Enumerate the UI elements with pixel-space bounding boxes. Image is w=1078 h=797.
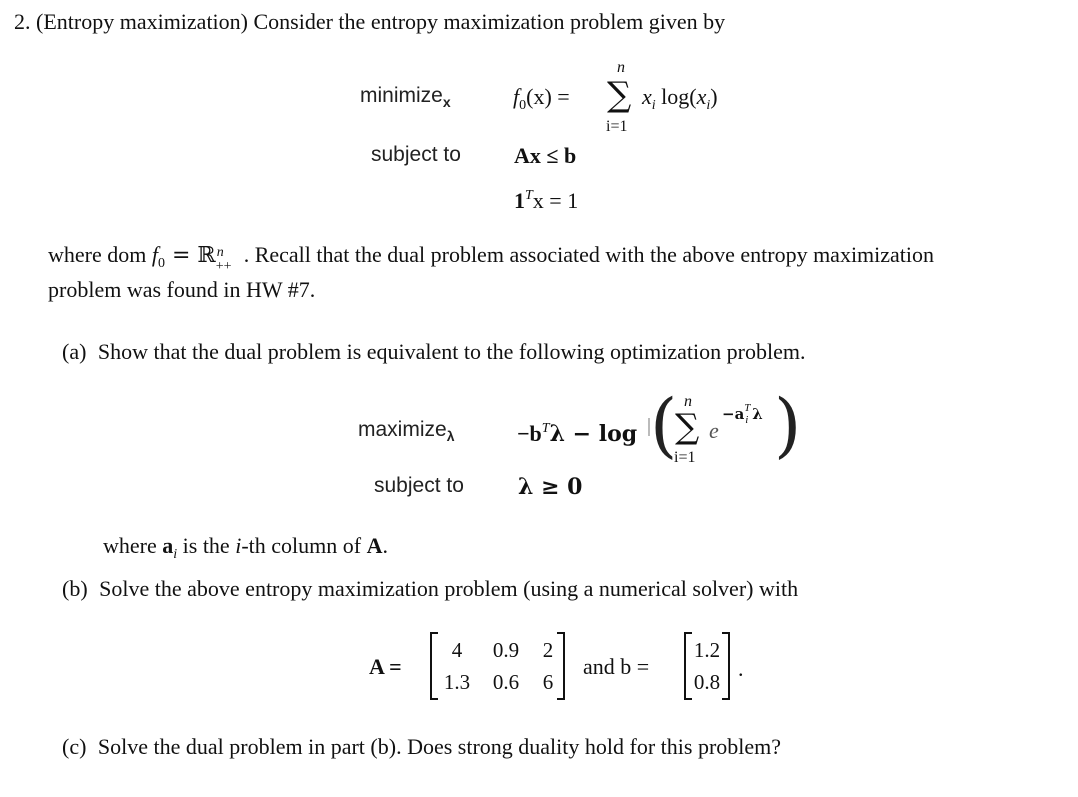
- domain-line-2: problem was found in HW #7.: [48, 277, 316, 302]
- column-a: a: [162, 533, 174, 558]
- primal-constraint-1: Ax ≤ b: [514, 143, 577, 168]
- domain-f-sub: 0: [157, 256, 165, 271]
- matrix-A: [430, 632, 565, 700]
- exp-base: e: [709, 418, 719, 443]
- dual-exp-sup: [722, 402, 763, 426]
- domain-f: f: [151, 242, 158, 267]
- domain-scripts: [215, 245, 244, 274]
- maximize-text: maximize: [358, 418, 447, 441]
- transpose-sup: T: [525, 188, 533, 203]
- vector-b: [684, 632, 730, 700]
- exp-sub-i: i: [745, 414, 749, 426]
- f-sub: 0: [519, 98, 527, 113]
- minimize-label: [360, 84, 451, 110]
- exp-transpose: T: [744, 402, 751, 414]
- dual-obj-mid: λ − log: [549, 421, 638, 447]
- primal-sum-upper: n: [617, 59, 625, 76]
- matrix-cell: 6: [542, 670, 554, 694]
- matrix-cell: 0.6: [492, 670, 520, 694]
- right-paren-icon: ): [774, 384, 802, 466]
- primal-subject-to: subject to: [371, 143, 461, 166]
- primal-sigma-icon: ∑: [607, 75, 632, 115]
- column-note-rest: -th column of: [241, 533, 367, 558]
- matrix-A-label: A =: [369, 654, 402, 679]
- objective-arg: (x) =: [526, 84, 570, 109]
- dual-sum-lower: i=1: [674, 449, 696, 466]
- ones-vector: 1: [514, 188, 525, 213]
- column-A: A: [366, 533, 383, 558]
- part-b-text: Solve the above entropy maximization problem (using a numerical solver) with: [99, 576, 799, 601]
- part-a-text: Show that the dual problem is equivalent to the following optimization problem.: [97, 339, 806, 364]
- x-sub: i: [651, 98, 656, 113]
- column-note-end: .: [382, 533, 388, 558]
- dual-constraint: λ ≥ 0: [518, 474, 583, 500]
- matrix-cell: 1.3: [443, 670, 471, 694]
- column-a-sub: i: [173, 547, 178, 562]
- log-arg: x: [696, 84, 707, 109]
- part-c-text: Solve the dual problem in part (b). Does strong duality hold for this problem?: [97, 734, 782, 759]
- exp-lambda: λ: [752, 405, 763, 423]
- column-note: [103, 533, 388, 568]
- part-c: [62, 734, 781, 760]
- part-c-label: (c): [62, 734, 87, 759]
- minimize-sub: x: [442, 94, 451, 110]
- column-note-mid: is the: [177, 533, 236, 558]
- minimize-text: minimize: [360, 84, 443, 107]
- constraint2-rest: x = 1: [532, 188, 579, 213]
- domain-prefix: where dom: [48, 242, 152, 267]
- primal-summand: [642, 84, 718, 119]
- problem-heading-text: (Entropy maximization) Consider the entropy maximization problem given by: [36, 9, 726, 34]
- log-text: log(: [655, 84, 697, 109]
- domain-rest: . Recall that the dual problem associated with the above entropy maximization: [243, 242, 935, 267]
- part-b-label: (b): [62, 576, 88, 601]
- matrix-period: .: [738, 656, 744, 681]
- f-symbol: f: [513, 84, 520, 109]
- domain-eq: = ℝ: [164, 243, 216, 268]
- left-paren-icon: (: [650, 384, 678, 466]
- and-b-text: and b =: [583, 654, 650, 679]
- matrix-cell: 2: [542, 638, 554, 662]
- log-close: ): [710, 84, 718, 109]
- dual-objective: [517, 416, 637, 447]
- part-a-label: (a): [62, 339, 87, 364]
- part-a: [62, 339, 805, 365]
- part-b: [62, 576, 798, 602]
- dual-exp: [709, 418, 719, 444]
- dual-subject-to: subject to: [374, 474, 464, 497]
- dual-sigma-icon: ∑: [675, 407, 700, 447]
- log-arg-sub: i: [706, 98, 711, 113]
- problem-number: 2.: [14, 9, 31, 34]
- primal-objective-lhs: [513, 84, 570, 119]
- matrix-cell: 0.9: [492, 638, 520, 662]
- primal-sum-lower: i=1: [606, 118, 628, 135]
- vector-cell: 1.2: [693, 638, 721, 662]
- maximize-sub: λ: [446, 428, 455, 444]
- maximize-label: [358, 418, 454, 444]
- and-b-label: [583, 654, 649, 680]
- domain-r-sup: n: [216, 245, 224, 260]
- domain-line-1: [48, 242, 934, 277]
- matrix-cell: 4: [451, 638, 463, 662]
- problem-heading: [14, 9, 725, 35]
- exp-minus-a: −a: [722, 405, 745, 423]
- primal-constraint-2: [514, 183, 578, 214]
- dual-sum-upper: n: [684, 393, 692, 410]
- domain-r-sub: ++: [215, 259, 232, 274]
- exp-scripts: [744, 402, 752, 426]
- x-symbol: x: [642, 84, 652, 109]
- column-note-prefix: where: [103, 533, 163, 558]
- dual-minus-b: −b: [517, 421, 542, 446]
- vector-cell: 0.8: [693, 670, 721, 694]
- dual-b-transpose: T: [541, 421, 550, 436]
- column-i: i: [235, 533, 242, 558]
